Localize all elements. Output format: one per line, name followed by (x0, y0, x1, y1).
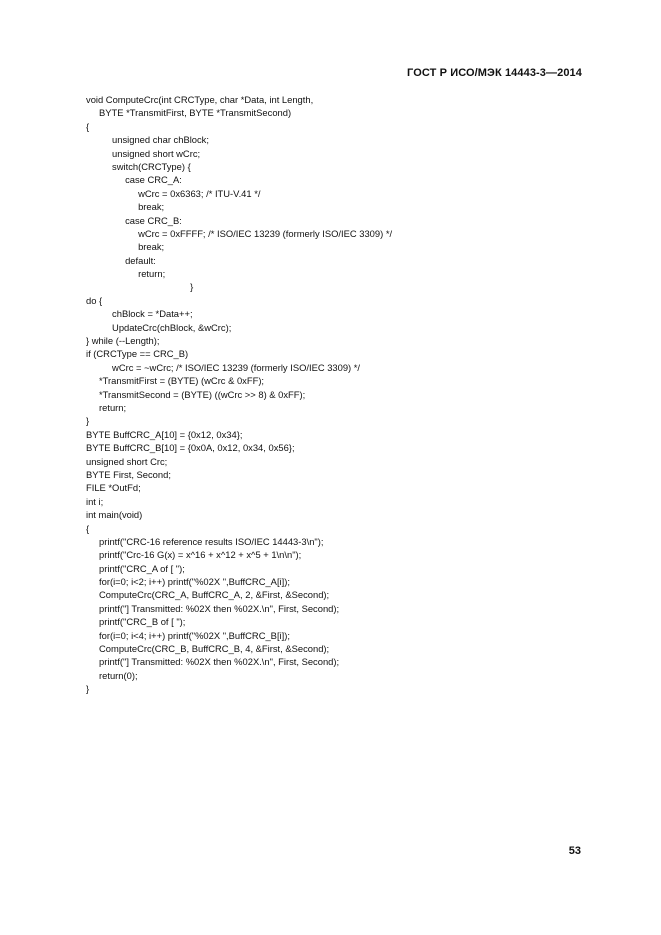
code-line: int main(void) (86, 509, 143, 521)
code-line: wCrc = 0xFFFF; /* ISO/IEC 13239 (formerly ISO/IEC 3309) */ (86, 227, 393, 239)
code-line: *TransmitSecond = (BYTE) ((wCrc >> 8) & 0xFF); (86, 388, 306, 400)
code-line: default: (86, 254, 156, 266)
code-line: } while (--Length); (86, 335, 160, 347)
code-line: } (86, 281, 194, 293)
code-line: wCrc = 0x6363; /* ITU-V.41 */ (86, 187, 261, 199)
code-line: printf("CRC_B of [ "); (86, 616, 186, 628)
code-line: BYTE *TransmitFirst, BYTE *TransmitSecond) (86, 107, 292, 119)
code-line: } (86, 415, 90, 427)
code-line: int i; (86, 495, 104, 507)
code-line: wCrc = ~wCrc; /* ISO/IEC 13239 (formerly ISO/IEC 3309) */ (86, 361, 361, 373)
code-line: case CRC_B: (86, 214, 182, 226)
code-listing (86, 93, 586, 696)
code-line: unsigned short wCrc; (86, 147, 201, 159)
code-line: switch(CRCType) { (86, 160, 191, 172)
code-line: unsigned short Crc; (86, 455, 168, 467)
code-line: ComputeCrc(CRC_A, BuffCRC_A, 2, &First, &Second); (86, 589, 330, 601)
code-line: printf("] Transmitted: %02X then %02X.\n", First, Second); (86, 656, 340, 668)
code-line: printf("CRC-16 reference results ISO/IEC 14443-3\n"); (86, 535, 324, 547)
code-line: { (86, 522, 90, 534)
code-line: if (CRCType == CRC_B) (86, 348, 189, 360)
code-line: BYTE BuffCRC_B[10] = {0x0A, 0x12, 0x34, 0x56}; (86, 442, 295, 454)
code-line: case CRC_A: (86, 174, 182, 186)
code-line: unsigned char chBlock; (86, 134, 209, 146)
code-line: UpdateCrc(chBlock, &wCrc); (86, 321, 232, 333)
code-line: printf("CRC_A of [ "); (86, 562, 185, 574)
code-line: FILE *OutFd; (86, 482, 141, 494)
code-line: BYTE BuffCRC_A[10] = {0x12, 0x34}; (86, 428, 243, 440)
code-line: } (86, 683, 90, 695)
code-line: chBlock = *Data++; (86, 308, 193, 320)
code-line: { (86, 120, 90, 132)
code-line: BYTE First, Second; (86, 468, 171, 480)
code-line: for(i=0; i<2; i++) printf("%02X ",BuffCRC_A[i]); (86, 576, 290, 588)
code-line: ComputeCrc(CRC_B, BuffCRC_B, 4, &First, &Second); (86, 643, 330, 655)
page-number: 53 (568, 845, 581, 857)
document-header-title: ГОСТ Р ИСО/МЭК 14443-3—2014 (407, 67, 582, 79)
code-line: void ComputeCrc(int CRCType, char *Data, int Length, (86, 94, 314, 105)
code-line: *TransmitFirst = (BYTE) (wCrc & 0xFF); (86, 375, 265, 387)
code-line: return; (86, 268, 166, 280)
code-line: break; (86, 241, 165, 253)
code-line: break; (86, 201, 165, 213)
code-line: return(0); (86, 669, 138, 681)
code-line: printf("Crc-16 G(x) = x^16 + x^12 + x^5 + 1\n\n"); (86, 549, 302, 561)
code-line: for(i=0; i<4; i++) printf("%02X ",BuffCRC_B[i]); (86, 629, 290, 641)
code-line: printf("] Transmitted: %02X then %02X.\n", First, Second); (86, 602, 340, 614)
code-line: return; (86, 401, 127, 413)
code-line: do { (86, 294, 103, 306)
